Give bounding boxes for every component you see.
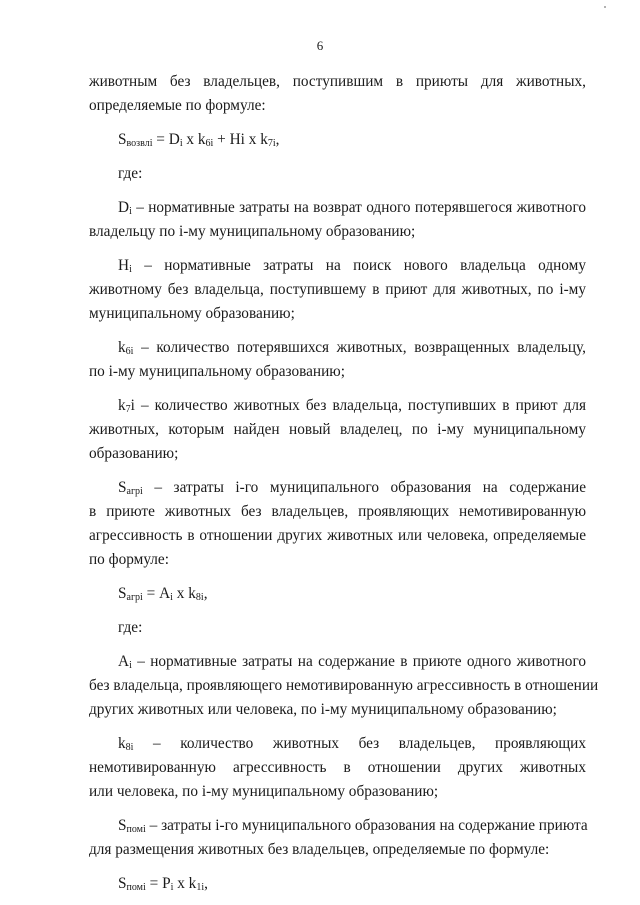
- formula-s-pom: $S_{помі} = P_i$ x $k_{1i}$,: [118, 875, 208, 893]
- definition-k7: $k_7i$ – количество животных без владельца, поступивших в приют для: [118, 397, 586, 415]
- paragraph-line: животным без владельцев, поступившим в приюты для животных,: [89, 73, 586, 90]
- paragraph-line: определяемые по формуле:: [89, 97, 266, 114]
- definition-a: $A_i$ – нормативные затраты на содержание в приюте одного животного: [118, 653, 586, 671]
- paragraph-line: животных, которым найден новый владелец, по і-му муниципальному: [89, 421, 586, 438]
- paragraph-line: муниципальному образованию;: [89, 305, 295, 322]
- definition-k8: $k_{8i}$ – количество животных без владельцев, проявляющих: [118, 735, 586, 753]
- where-label: где:: [118, 165, 143, 182]
- definition-d: $D_i$ – нормативные затраты на возврат одного потерявшегося животного: [118, 199, 586, 217]
- scan-speck: [604, 6, 606, 8]
- definition-s-pom: $S_{помі}$ – затраты і-го муниципального образования на содержание приюта: [118, 817, 588, 835]
- paragraph-line: агрессивность в отношении других животных или человека, определяемые: [89, 527, 586, 544]
- definition-k6: $k_{6i}$ – количество потерявшихся животных, возвращенных владельцу,: [118, 339, 586, 357]
- paragraph-line: в приюте животных без владельцев, проявляющих немотивированную: [89, 503, 586, 520]
- paragraph-line: для размещения животных без владельцев, определяемые по формуле:: [89, 841, 550, 858]
- definition-h: $H_i$ – нормативные затраты на поиск нового владельца одному: [118, 257, 586, 275]
- paragraph-line: немотивированную агрессивность в отношении других животных: [89, 759, 586, 776]
- page-number: 6: [316, 38, 324, 53]
- definition-s-agr: $S_{агрі}$ – затраты і-го муниципального образования на содержание: [118, 479, 586, 497]
- paragraph-line: или человека, по і-му муниципальному образованию;: [89, 783, 439, 800]
- paragraph-line: без владельца, проявляющего немотивированную агрессивность в отношении: [89, 677, 599, 694]
- formula-s-vozvl: $S_{возвлі} = D_i$ x $k_{6i} + Hi$ x $k_{7i}$,: [118, 131, 280, 149]
- paragraph-line: животному без владельца, поступившему в приют для животных, по і-му: [89, 281, 586, 298]
- paragraph-line: владельцу по і-му муниципальному образованию;: [89, 223, 416, 240]
- where-label: где:: [118, 619, 143, 636]
- paragraph-line: по формуле:: [89, 551, 169, 568]
- formula-s-agr: $S_{агрі} = A_i$ x $k_{8i}$,: [118, 585, 208, 603]
- document-body: [89, 70, 599, 896]
- paragraph-line: других животных или человека, по і-му муниципальному образованию;: [89, 701, 557, 718]
- paragraph-line: по і-му муниципальному образованию;: [89, 363, 345, 380]
- paragraph-line: образованию;: [89, 445, 179, 462]
